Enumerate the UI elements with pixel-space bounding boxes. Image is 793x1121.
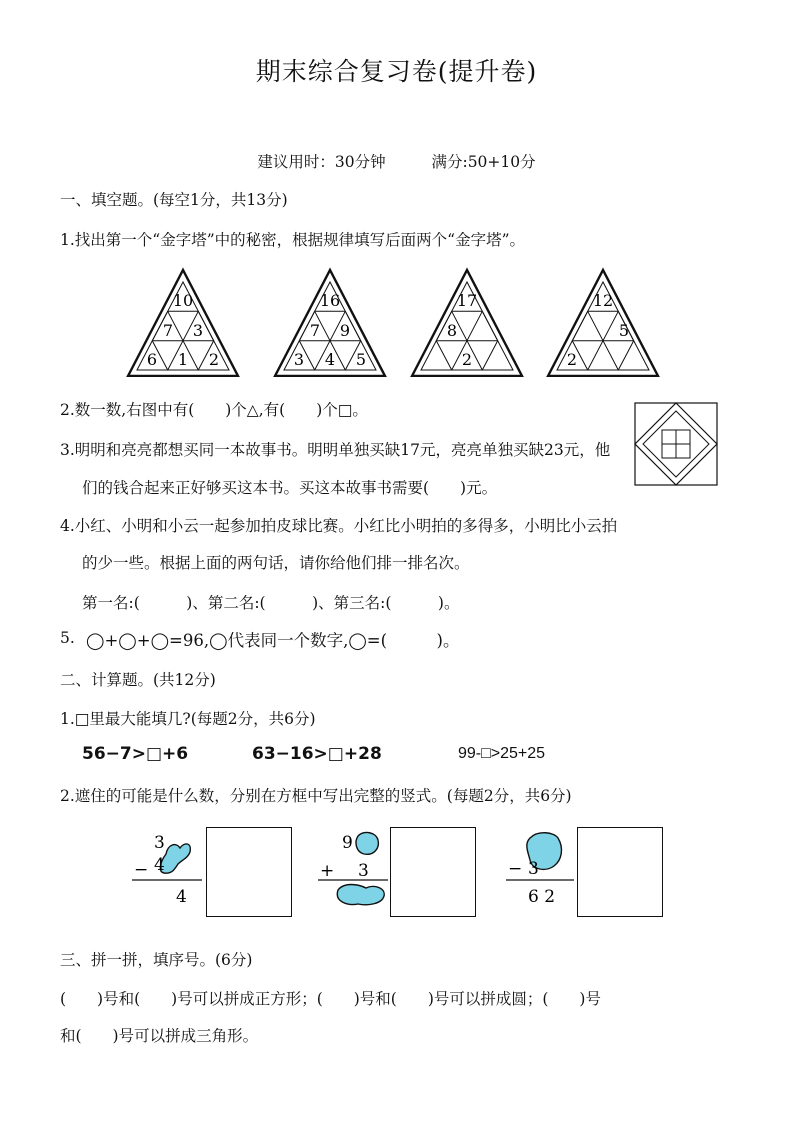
pyramid-2-b2: 4	[324, 350, 336, 369]
answer-box-2[interactable]	[390, 827, 476, 917]
question-3-line2: 们的钱合起来正好够买这本书。买这本故事书需要( )元。	[82, 479, 498, 497]
vc2-top: 9	[342, 833, 353, 853]
ink-blot	[337, 885, 384, 905]
pyramid-1-mid-left: 7	[162, 321, 174, 340]
expression-2: 63−16>□+28	[252, 744, 382, 764]
vc1-result: 4	[176, 887, 187, 907]
pyramid-1-top: 10	[172, 291, 194, 310]
pyramid-1-b2: 1	[177, 350, 189, 369]
answer-box-3[interactable]	[577, 827, 663, 917]
question-4-line2: 的少一些。根据上面的两句话，请你给他们排一排名次。	[82, 554, 470, 572]
question-3-line1: 3.明明和亮亮都想买同一本故事书。明明单独买缺17元，亮亮单独买缺23元，他	[60, 441, 611, 459]
section3-line1: ( )号和( )号可以拼成正方形；( )号和( )号可以拼成圆；( )号	[60, 990, 601, 1008]
time-label: 建议用时：30分钟	[257, 153, 386, 171]
page-title: 期末综合复习卷(提升卷)	[255, 57, 538, 86]
pyramid-4	[548, 270, 658, 376]
pyramid-2	[275, 270, 385, 376]
pyramid-3	[412, 270, 522, 376]
vc2-op: +	[320, 861, 335, 881]
pyramid-4-mid-right: 5	[618, 321, 630, 340]
section2-question-2: 2.遮住的可能是什么数，分别在方框中写出完整的竖式。(每题2分，共6分)	[60, 787, 572, 805]
counting-figure	[634, 402, 718, 486]
vc1-top: 3	[154, 833, 165, 853]
section2-heading: 二、计算题。(共12分)	[60, 671, 216, 689]
vc3-second: 3	[528, 859, 539, 879]
ink-blot	[356, 833, 378, 855]
vc1-op: −	[134, 860, 149, 880]
pyramid-4-top: 12	[592, 291, 614, 310]
pyramid-1-b1: 6	[146, 350, 158, 369]
section1-heading: 一、填空题。(每空1分，共13分)	[60, 191, 288, 209]
pyramid-2-top: 16	[319, 291, 341, 310]
vc3-op: −	[508, 859, 523, 879]
pyramid-2-mid-right: 9	[339, 321, 351, 340]
question-5-expression: ◯+◯+◯=96,◯代表同一个数字,◯=( )。	[86, 631, 460, 650]
pyramid-4-b1: 2	[566, 350, 578, 369]
pyramid-3-mid-left: 8	[446, 321, 458, 340]
expression-3: 99-□>25+25	[458, 745, 546, 762]
vc2-second: 3	[358, 861, 369, 881]
vc3-result: 6 2	[528, 887, 556, 907]
subtitle	[0, 150, 793, 172]
question-4-line3: 第一名:( )、第二名:( )、第三名:( )。	[82, 594, 460, 612]
answer-box-1[interactable]	[206, 827, 292, 917]
pyramid-1-b3: 2	[208, 350, 220, 369]
pyramids-figure	[0, 262, 793, 377]
pyramid-2-b1: 3	[293, 350, 305, 369]
section3-line2: 和( )号可以拼成三角形。	[60, 1027, 259, 1045]
pyramid-3-top: 17	[456, 291, 478, 310]
vertical-calc-2	[314, 826, 396, 916]
question-2: 2.数一数,右图中有( )个△,有( )个□。	[60, 401, 368, 419]
section2-question-1: 1.□里最大能填几?(每题2分，共6分)	[60, 710, 316, 728]
vertical-calc-1	[128, 826, 210, 916]
pyramid-3-b2: 2	[461, 350, 473, 369]
pyramid-2-b3: 5	[355, 350, 367, 369]
question-1: 1.找出第一个“金字塔”中的秘密，根据规律填写后面两个“金字塔”。	[60, 231, 525, 249]
section3-heading: 三、拼一拼，填序号。(6分)	[60, 951, 253, 969]
pyramid-1	[128, 270, 238, 376]
question-4-line1: 4.小红、小明和小云一起参加拍皮球比赛。小红比小明拍的多得多，小明比小云拍	[60, 517, 618, 535]
score-label: 满分:50+10分	[431, 153, 536, 171]
vc1-second: 4	[154, 855, 165, 875]
pyramid-1-mid-right: 3	[192, 321, 204, 340]
ink-blot	[160, 844, 190, 873]
question-5-number: 5.	[60, 629, 75, 647]
vertical-calc-3	[502, 826, 584, 916]
pyramid-2-mid-left: 7	[309, 321, 321, 340]
expression-1: 56−7>□+6	[82, 744, 189, 764]
